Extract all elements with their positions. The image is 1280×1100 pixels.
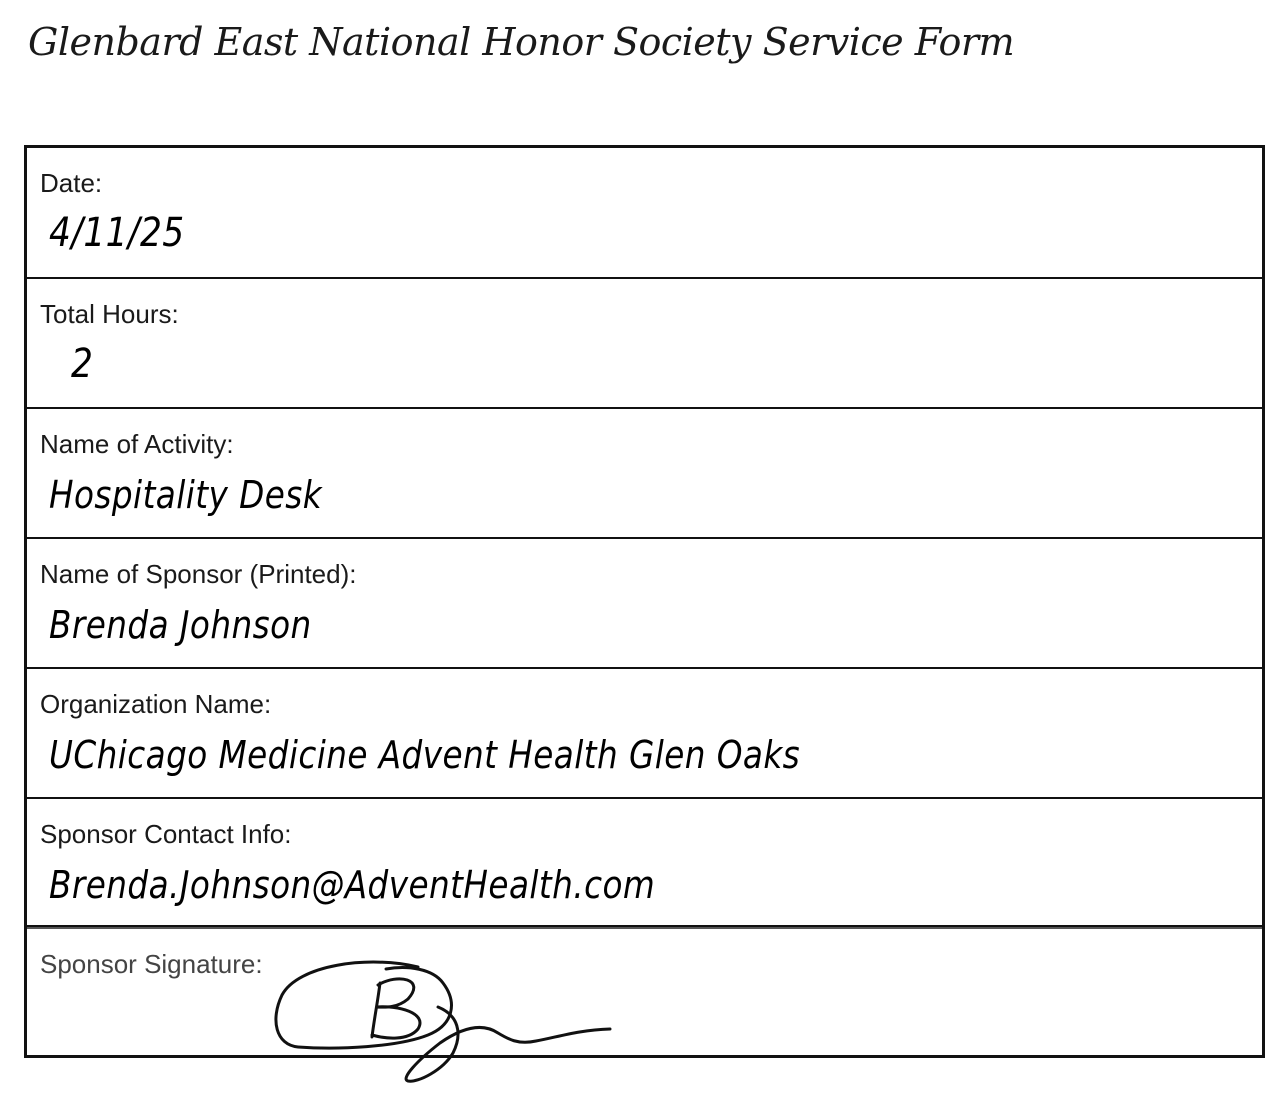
contact-label: Sponsor Contact Info: bbox=[40, 819, 292, 849]
activity-value: Hospitality Desk bbox=[49, 473, 323, 517]
sponsor-name-label: Name of Sponsor (Printed): bbox=[40, 559, 357, 589]
sponsor-name-row bbox=[27, 539, 1262, 669]
date-label: Date: bbox=[40, 168, 103, 198]
contact-value: Brenda.Johnson@AdventHealth.com bbox=[49, 863, 656, 907]
form-title: Glenbard East National Honor Society Service Form bbox=[28, 20, 1015, 64]
activity-row bbox=[27, 409, 1262, 539]
signature-row bbox=[27, 927, 1262, 1055]
total-hours-row bbox=[27, 279, 1262, 409]
total-hours-value: 2 bbox=[71, 341, 94, 387]
service-form-table bbox=[24, 145, 1265, 1058]
date-value: 4/11/25 bbox=[49, 210, 185, 256]
sponsor-signature-drawing bbox=[268, 955, 618, 1085]
contact-row bbox=[27, 799, 1262, 927]
activity-label: Name of Activity: bbox=[40, 429, 234, 459]
organization-label: Organization Name: bbox=[40, 689, 272, 719]
sponsor-name-value: Brenda Johnson bbox=[49, 603, 312, 647]
signature-label: Sponsor Signature: bbox=[40, 949, 263, 979]
organization-value: UChicago Medicine Advent Health Glen Oaks bbox=[49, 733, 801, 777]
date-row bbox=[27, 148, 1262, 279]
organization-row bbox=[27, 669, 1262, 799]
total-hours-label: Total Hours: bbox=[40, 299, 179, 329]
